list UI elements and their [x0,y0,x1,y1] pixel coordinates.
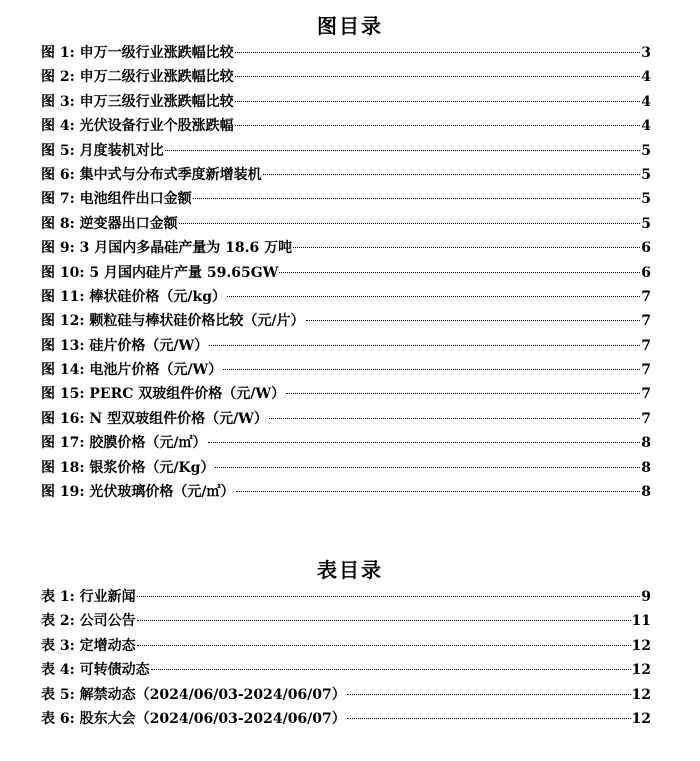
tables-toc-list [41,585,651,731]
table-entry-page-number[interactable]: 12 [631,637,651,654]
figure-entry-label[interactable]: 图 17: 胶膜价格（元/㎡） [41,435,207,452]
figure-entry-page-number[interactable]: 7 [641,410,651,427]
table-entry-page-number[interactable]: 9 [641,589,651,605]
figure-entry-label[interactable]: 图 16: N 型双玻组件价格（元/W） [41,410,268,427]
dot-leader [347,718,631,719]
figure-entry-label[interactable]: 图 11: 棒状硅价格（元/kg） [41,288,227,305]
dot-leader [137,645,631,646]
dot-leader [279,272,640,273]
figure-entry[interactable] [41,456,651,480]
figure-entry-label[interactable]: 图 6: 集中式与分布式季度新增装机 [41,166,262,183]
figure-entry[interactable] [41,163,651,187]
table-entry[interactable] [41,585,651,609]
table-entry-page-number[interactable]: 12 [631,710,651,727]
tables-toc-title: 表目录 [317,558,383,582]
figure-entry-label[interactable]: 图 1: 申万一级行业涨跌幅比较 [41,45,234,61]
table-entry[interactable] [41,707,651,731]
figure-entry[interactable] [41,261,651,285]
dot-leader [286,393,640,394]
figure-entry[interactable] [41,114,651,138]
figure-entry-label[interactable]: 图 3: 申万三级行业涨跌幅比较 [41,93,234,110]
table-entry-label[interactable]: 表 6: 股东大会（2024/06/03-2024/06/07） [41,710,346,727]
figure-entry-label[interactable]: 图 10: 5 月国内硅片产量 59.65GW [41,264,279,281]
figure-entry-page-number[interactable]: 3 [641,45,651,61]
figure-entry[interactable] [41,41,651,65]
figure-entry-page-number[interactable]: 7 [641,313,651,330]
table-entry-page-number[interactable]: 12 [631,662,651,679]
figure-entry-page-number[interactable]: 4 [641,69,651,86]
figure-entry[interactable] [41,139,651,163]
figure-entry-label[interactable]: 图 18: 银浆价格（元/Kg） [41,459,215,476]
figure-entry[interactable] [41,382,651,406]
figure-entry-page-number[interactable]: 6 [641,240,651,257]
figure-entry-label[interactable]: 图 13: 硅片价格（元/W） [41,337,209,354]
dot-leader [235,52,641,53]
table-entry-label[interactable]: 表 2: 公司公告 [41,613,136,630]
table-entry-label[interactable]: 表 5: 解禁动态（2024/06/03-2024/06/07） [41,686,346,703]
figures-toc-title: 图目录 [317,14,383,38]
figure-entry-page-number[interactable]: 5 [641,191,651,208]
figure-entry-page-number[interactable]: 8 [641,459,651,476]
figure-entry-page-number[interactable]: 5 [641,166,651,183]
dot-leader [227,296,640,297]
figure-entry-label[interactable]: 图 15: PERC 双玻组件价格（元/W） [41,386,286,403]
figure-entry-page-number[interactable]: 6 [641,264,651,281]
figure-entry[interactable] [41,236,651,260]
dot-leader [306,320,641,321]
dot-leader [223,369,640,370]
figure-entry-label[interactable]: 图 5: 月度装机对比 [41,142,164,159]
figure-entry[interactable] [41,407,651,431]
figure-entry[interactable] [41,480,651,504]
figure-entry[interactable] [41,187,651,211]
figure-entry-label[interactable]: 图 9: 3 月国内多晶硅产量为 18.6 万吨 [41,240,293,257]
figure-entry-page-number[interactable]: 5 [641,142,651,159]
figure-entry[interactable] [41,358,651,382]
figure-entry[interactable] [41,431,651,455]
figures-toc-list [41,41,651,504]
table-entry-page-number[interactable]: 11 [631,613,651,630]
table-entry-label[interactable]: 表 4: 可转债动态 [41,662,150,679]
dot-leader [151,669,631,670]
figure-entry-page-number[interactable]: 7 [641,288,651,305]
dot-leader [235,125,641,126]
figure-entry-page-number[interactable]: 7 [641,362,651,379]
table-entry[interactable] [41,609,651,633]
figure-entry-page-number[interactable]: 5 [641,215,651,232]
table-entry[interactable] [41,634,651,658]
figure-entry[interactable] [41,309,651,333]
dot-leader [179,223,641,224]
table-entry[interactable] [41,658,651,682]
figure-entry-page-number[interactable]: 4 [641,118,651,135]
dot-leader [137,596,641,597]
figure-entry-page-number[interactable]: 7 [641,337,651,354]
figure-entry-page-number[interactable]: 4 [641,93,651,110]
figure-entry-label[interactable]: 图 8: 逆变器出口金额 [41,215,178,232]
figure-entry[interactable] [41,334,651,358]
figure-entry-page-number[interactable]: 7 [641,386,651,403]
figure-entry[interactable] [41,285,651,309]
figure-entry-label[interactable]: 图 12: 颗粒硅与棒状硅价格比较（元/片） [41,313,305,330]
figure-entry[interactable] [41,90,651,114]
dot-leader [235,101,641,102]
dot-leader [209,345,640,346]
dot-leader [137,620,631,621]
figure-entry[interactable] [41,212,651,236]
dot-leader [236,491,641,492]
figure-entry-label[interactable]: 图 2: 申万二级行业涨跌幅比较 [41,69,234,86]
dot-leader [235,76,641,77]
dot-leader [269,418,640,419]
dot-leader [208,442,641,443]
dot-leader [293,247,640,248]
figure-entry-label[interactable]: 图 7: 电池组件出口金额 [41,191,192,208]
figure-entry-label[interactable]: 图 14: 电池片价格（元/W） [41,362,223,379]
figure-entry-label[interactable]: 图 19: 光伏玻璃价格（元/㎡） [41,484,235,501]
dot-leader [193,198,641,199]
table-entry[interactable] [41,683,651,707]
dot-leader [165,150,641,151]
table-entry-page-number[interactable]: 12 [631,686,651,703]
figure-entry-page-number[interactable]: 8 [641,484,651,501]
figure-entry[interactable] [41,65,651,89]
dot-leader [347,694,631,695]
figure-entry-label[interactable]: 图 4: 光伏设备行业个股涨跌幅 [41,118,234,135]
figure-entry-page-number[interactable]: 8 [641,435,651,452]
table-entry-label[interactable]: 表 3: 定增动态 [41,637,136,654]
dot-leader [263,174,641,175]
table-entry-label[interactable]: 表 1: 行业新闻 [41,589,136,605]
dot-leader [215,467,640,468]
